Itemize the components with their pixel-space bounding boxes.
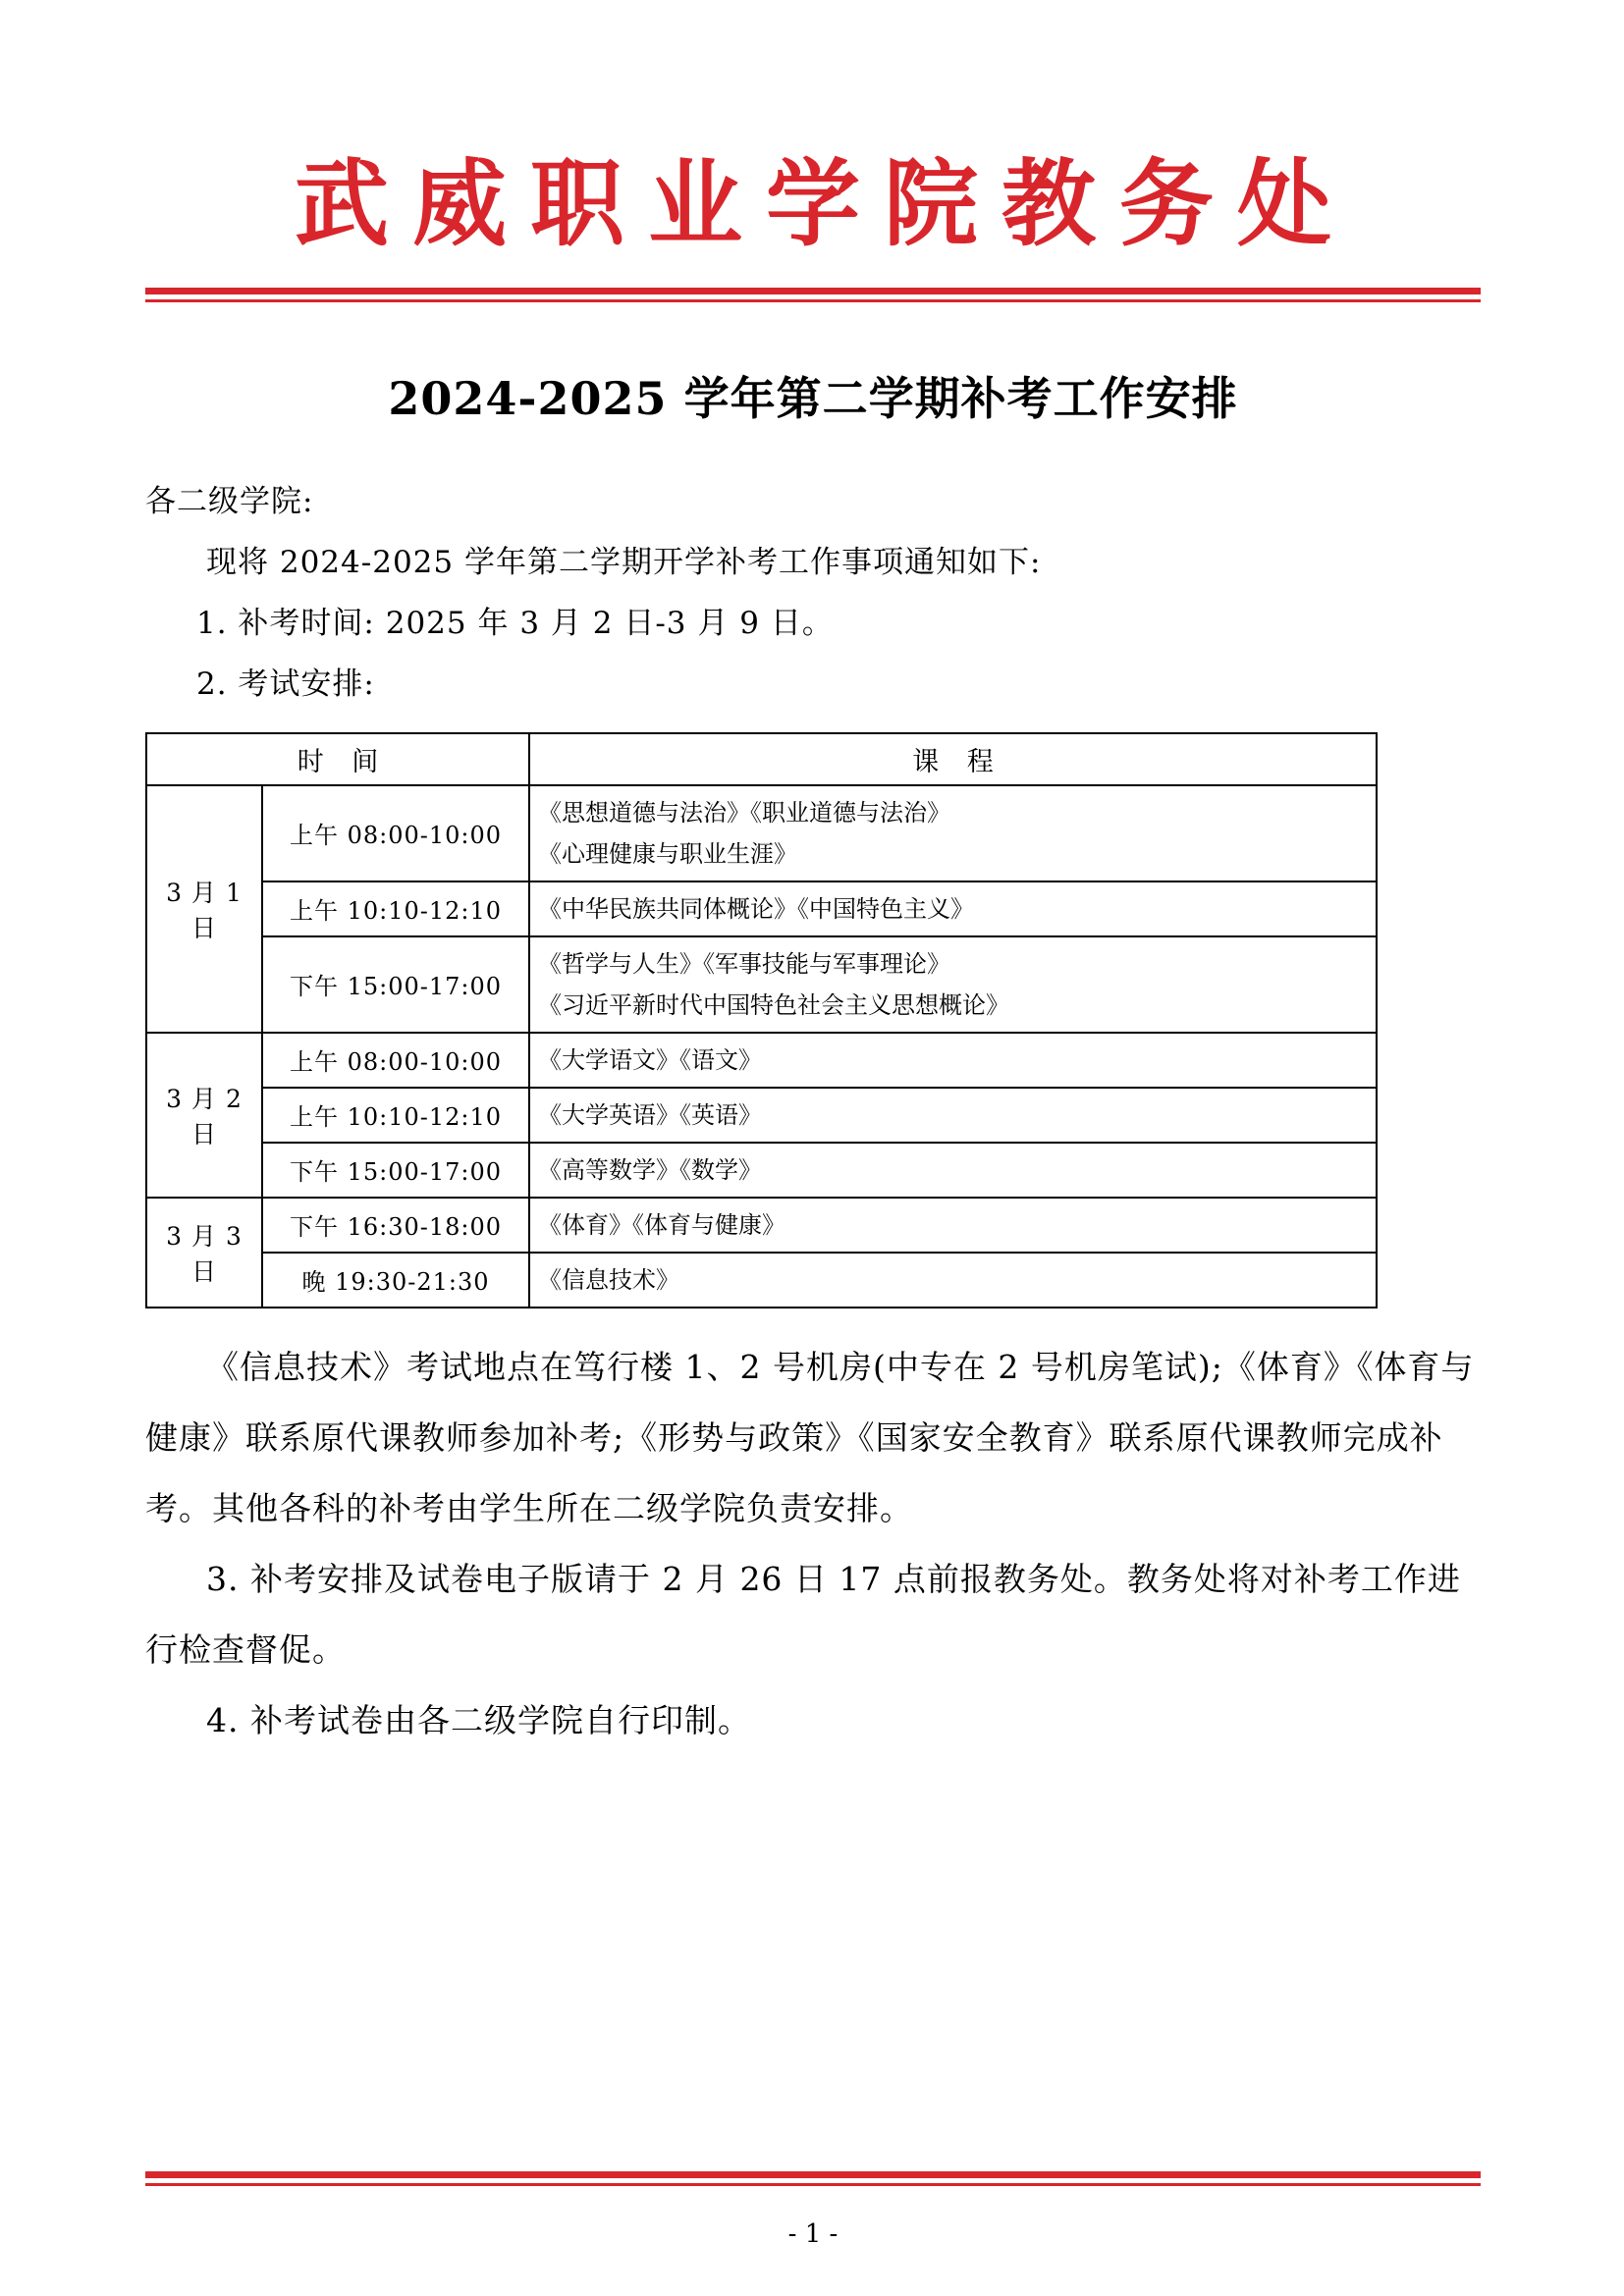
course-line: 《哲学与人生》《军事技能与军事理论》 — [538, 949, 950, 978]
salutation: 各二级学院: — [145, 483, 314, 519]
table-row — [146, 1088, 1377, 1143]
cell-time: 上午 08:00-10:00 — [262, 785, 529, 881]
table-row — [146, 1143, 1377, 1198]
item-1-exam-dates: 1. 补考时间: 2025 年 3 月 2 日-3 月 9 日。 — [196, 605, 834, 641]
table-header-row — [146, 733, 1377, 785]
table-row — [146, 1253, 1377, 1308]
footer-rule-thin — [145, 2183, 1481, 2186]
table-row — [146, 936, 1377, 1033]
column-header-time: 时 间 — [146, 733, 529, 785]
letterhead-title: 武威职业学院教务处 — [295, 148, 1355, 259]
table-row — [146, 1198, 1377, 1253]
cell-course — [529, 881, 1377, 936]
course-line: 《大学语文》《语文》 — [538, 1045, 762, 1074]
letterhead — [145, 0, 1481, 302]
note-paragraph: 《信息技术》考试地点在笃行楼 1、2 号机房(中专在 2 号机房笔试);《体育》《体育与健康》联系原代课教师参加补考;《形势与政策》《国家安全教育》联系原代课教师完成补考。其他各科的补考由学生所在二级学院负责安排。 — [145, 1347, 1475, 1527]
column-header-course: 课 程 — [529, 733, 1377, 785]
cell-course — [529, 936, 1377, 1033]
exam-schedule-table — [145, 732, 1378, 1308]
course-line: 《信息技术》 — [538, 1265, 679, 1294]
item-3-submission: 3. 补考安排及试卷电子版请于 2 月 26 日 17 点前报教务处。教务处将对补考工作进行检查督促。 — [145, 1559, 1461, 1669]
cell-course — [529, 1088, 1377, 1143]
cell-course — [529, 1198, 1377, 1253]
table-row — [146, 1033, 1377, 1088]
page-content — [145, 0, 1481, 2296]
item-2-exam-schedule: 2. 考试安排: — [196, 666, 375, 702]
letterhead-rule-thin — [145, 299, 1481, 302]
item-4-printing: 4. 补考试卷由各二级学院自行印制。 — [206, 1700, 751, 1739]
cell-date: 3 月 3 日 — [146, 1198, 262, 1308]
page-number: - 1 - — [787, 2219, 839, 2249]
cell-date: 3 月 1 日 — [146, 785, 262, 1033]
table-head — [146, 733, 1377, 785]
course-line: 《思想道德与法治》《职业道德与法治》 — [538, 798, 950, 827]
cell-time: 下午 15:00-17:00 — [262, 936, 529, 1033]
course-line: 《心理健康与职业生涯》 — [538, 839, 797, 868]
course-line: 《习近平新时代中国特色社会主义思想概论》 — [538, 990, 1009, 1019]
cell-time: 上午 10:10-12:10 — [262, 1088, 529, 1143]
footer-rule-thick — [145, 2171, 1481, 2178]
course-line: 《大学英语》《英语》 — [538, 1100, 762, 1129]
cell-date: 3 月 2 日 — [146, 1033, 262, 1198]
cell-course — [529, 1253, 1377, 1308]
cell-course — [529, 1143, 1377, 1198]
letterhead-rule-thick — [145, 288, 1481, 294]
footer-rules — [145, 2171, 1481, 2186]
course-line: 《中华民族共同体概论》《中国特色主义》 — [538, 894, 974, 923]
cell-course — [529, 785, 1377, 881]
document-body — [145, 471, 1481, 715]
course-line: 《高等数学》《数学》 — [538, 1155, 762, 1184]
cell-course — [529, 1033, 1377, 1088]
cell-time: 上午 10:10-12:10 — [262, 881, 529, 936]
table-row — [146, 881, 1377, 936]
document-notes — [145, 1332, 1481, 1756]
cell-time: 下午 16:30-18:00 — [262, 1198, 529, 1253]
table-body — [146, 785, 1377, 1308]
cell-time: 晚 19:30-21:30 — [262, 1253, 529, 1308]
cell-time: 下午 15:00-17:00 — [262, 1143, 529, 1198]
intro-paragraph: 现将 2024-2025 学年第二学期开学补考工作事项通知如下: — [206, 544, 1042, 580]
cell-time: 上午 08:00-10:00 — [262, 1033, 529, 1088]
page-title: 2024-2025 学年第二学期补考工作安排 — [388, 371, 1238, 425]
course-line: 《体育》《体育与健康》 — [538, 1210, 785, 1239]
table-row — [146, 785, 1377, 881]
